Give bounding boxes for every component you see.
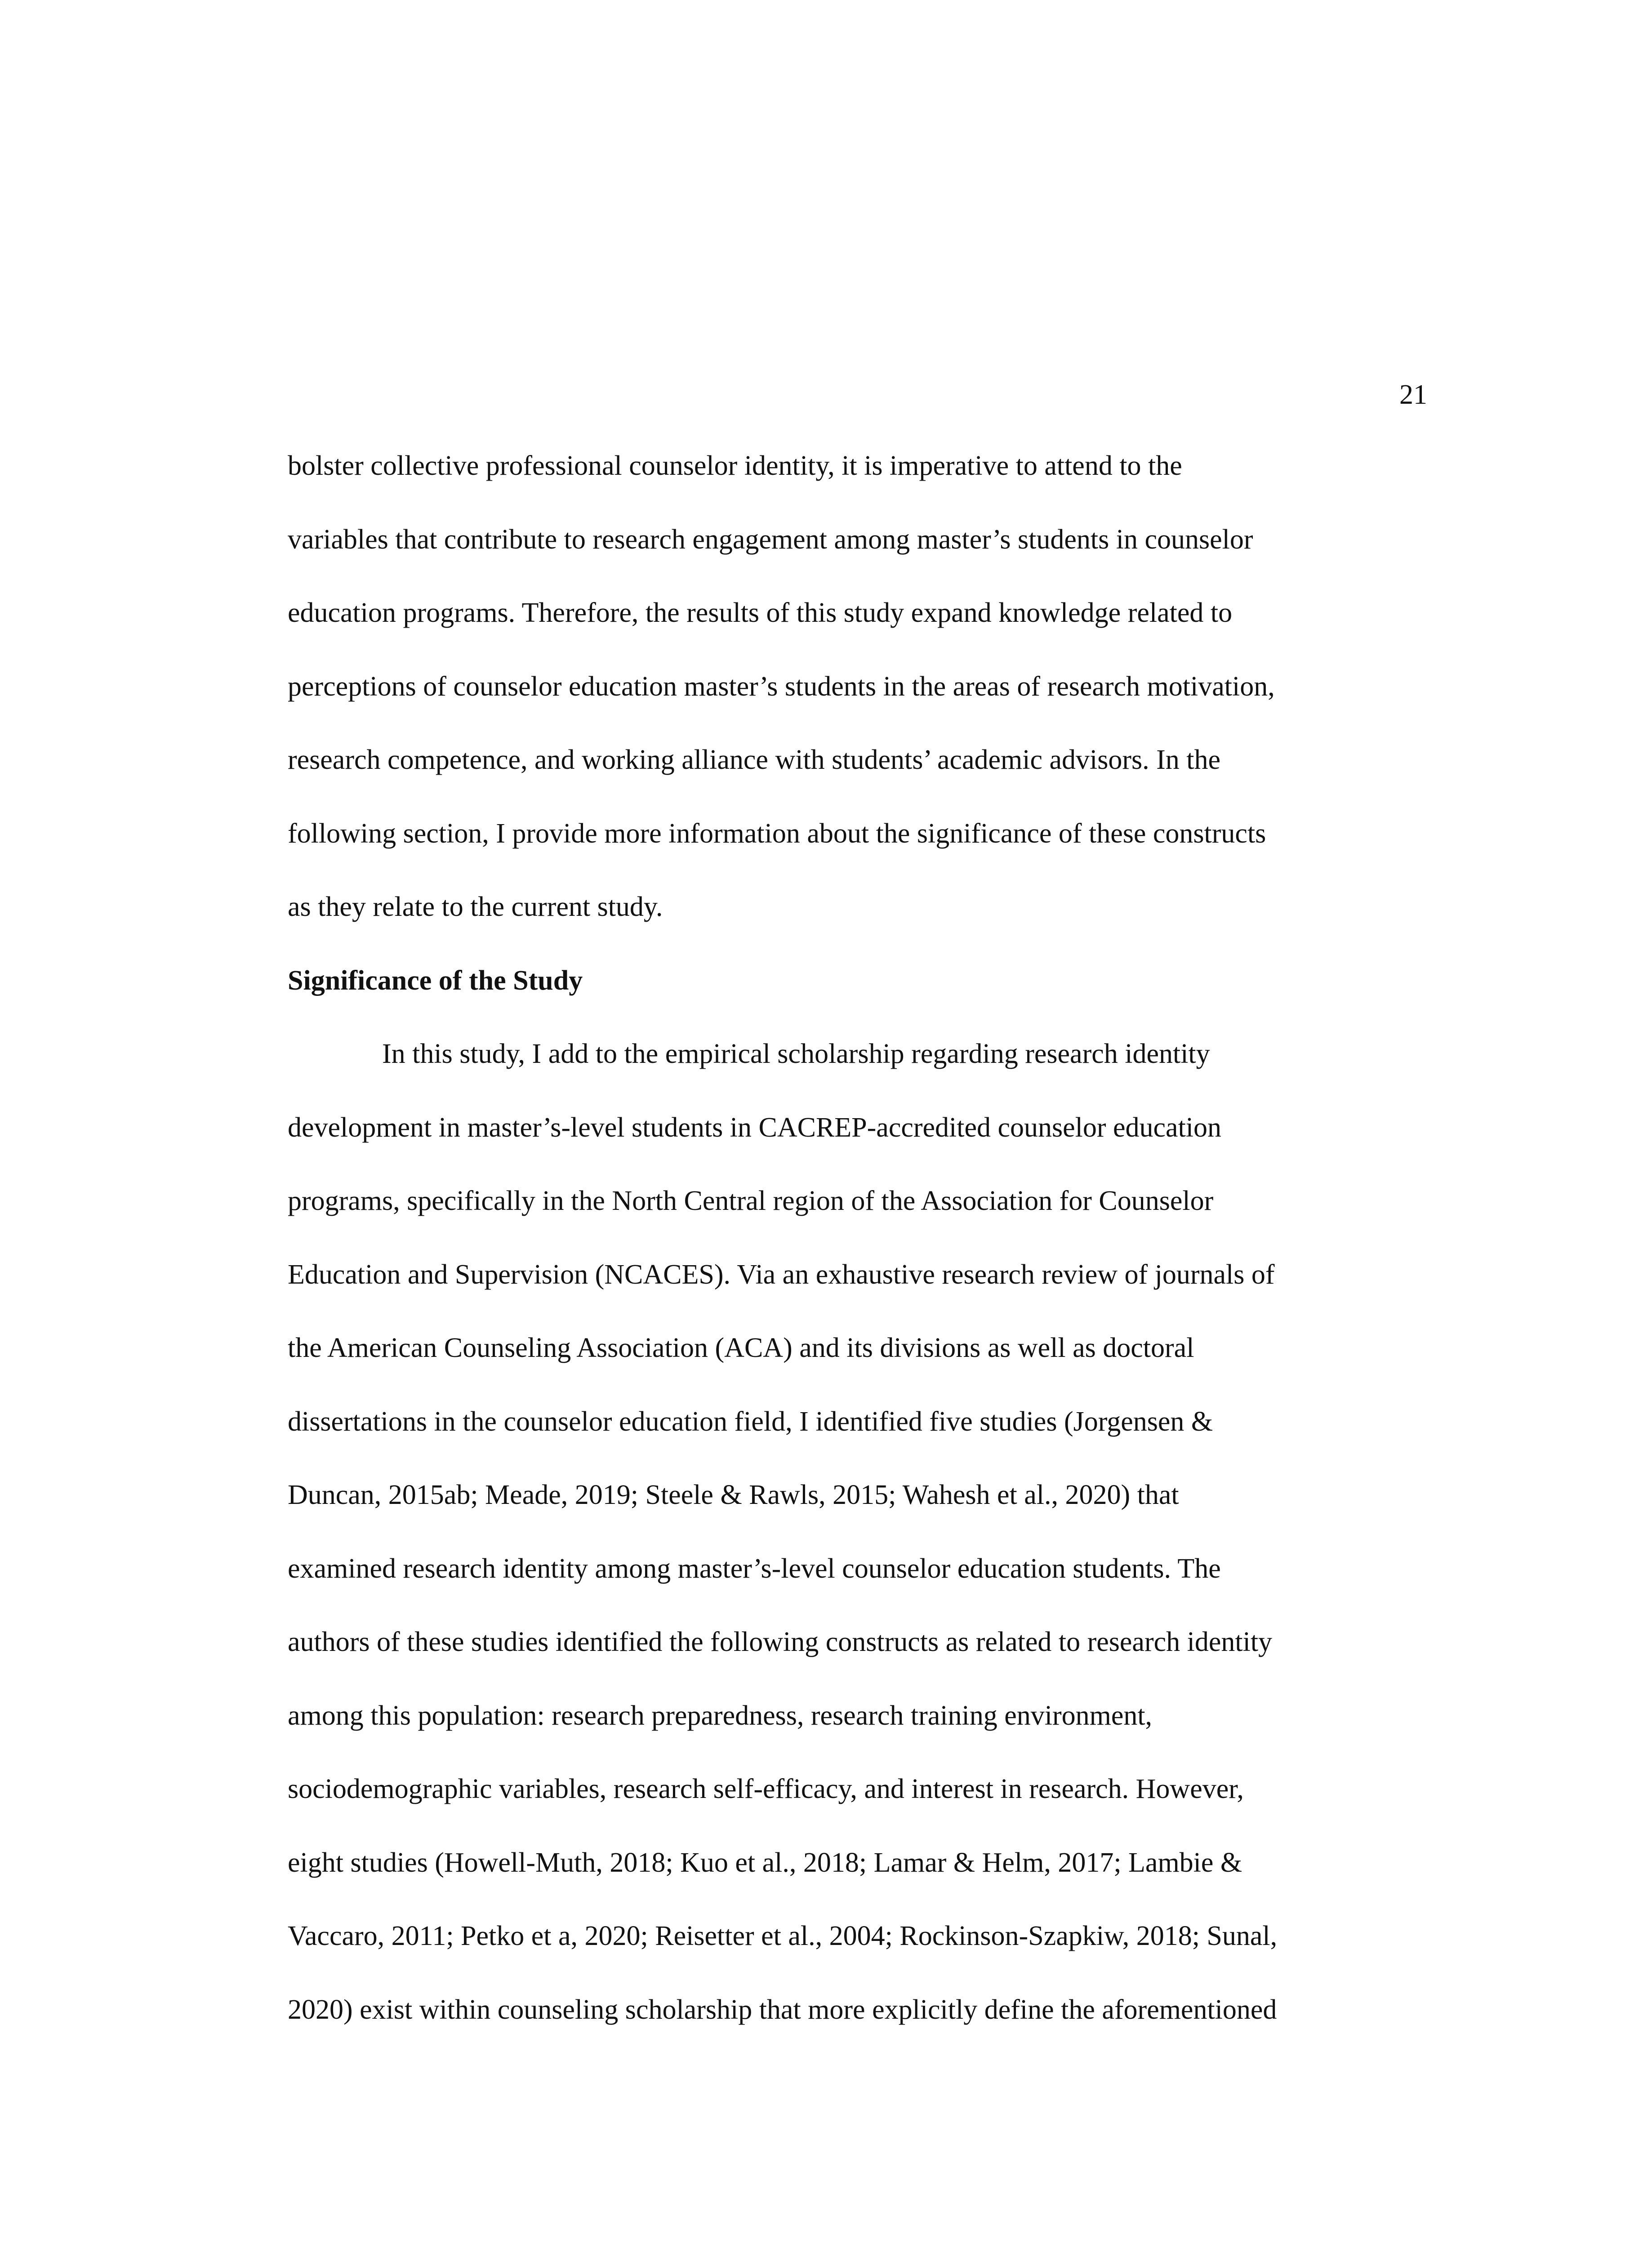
text-line: eight studies (Howell-Muth, 2018; Kuo et al., 2018; Lamar & Helm, 2017; Lambie &: [288, 1847, 1242, 1878]
text-line: development in master’s-level students in CACREP-accredited counselor education: [288, 1112, 1222, 1143]
text-line: Vaccaro, 2011; Petko et a, 2020; Reisetter et al., 2004; Rockinson-Szapkiw, 2018; Sunal,: [288, 1921, 1278, 1951]
text-line: among this population: research preparedness, research training environment,: [288, 1700, 1153, 1731]
text-line: research competence, and working alliance with students’ academic advisors. In the: [288, 745, 1221, 775]
text-line: sociodemographic variables, research self-efficacy, and interest in research. However,: [288, 1774, 1244, 1804]
paragraph-continued: [288, 429, 1420, 944]
text-line: perceptions of counselor education master’s students in the areas of research motivation,: [288, 671, 1275, 702]
text-line: programs, specifically in the North Central region of the Association for Counselor: [288, 1186, 1214, 1216]
text-line: the American Counseling Association (ACA) and its divisions as well as doctoral: [288, 1333, 1194, 1363]
text-line: In this study, I add to the empirical scholarship regarding research identity: [382, 1039, 1210, 1069]
paragraph-significance: [288, 1017, 1420, 2047]
text-line: following section, I provide more information about the significance of these constructs: [288, 818, 1266, 849]
text-line: 2020) exist within counseling scholarship that more explicitly define the aforementioned: [288, 1994, 1277, 2025]
page-number: 21: [1399, 379, 1427, 410]
text-line: Duncan, 2015ab; Meade, 2019; Steele & Rawls, 2015; Wahesh et al., 2020) that: [288, 1480, 1179, 1510]
text-line: dissertations in the counselor education field, I identified five studies (Jorgensen &: [288, 1406, 1213, 1437]
text-line: education programs. Therefore, the results of this study expand knowledge related to: [288, 598, 1233, 628]
text-line: as they relate to the current study.: [288, 892, 663, 922]
text-line: examined research identity among master’s-level counselor education students. The: [288, 1553, 1221, 1584]
text-line: Education and Supervision (NCACES). Via an exhaustive research review of journals of: [288, 1259, 1275, 1290]
text-line: bolster collective professional counselor identity, it is imperative to attend to the: [288, 450, 1182, 481]
text-line: variables that contribute to research engagement among master’s students in counselor: [288, 524, 1253, 555]
text-line: authors of these studies identified the following constructs as related to research identity: [288, 1627, 1273, 1657]
section-heading: Significance of the Study: [288, 965, 583, 996]
